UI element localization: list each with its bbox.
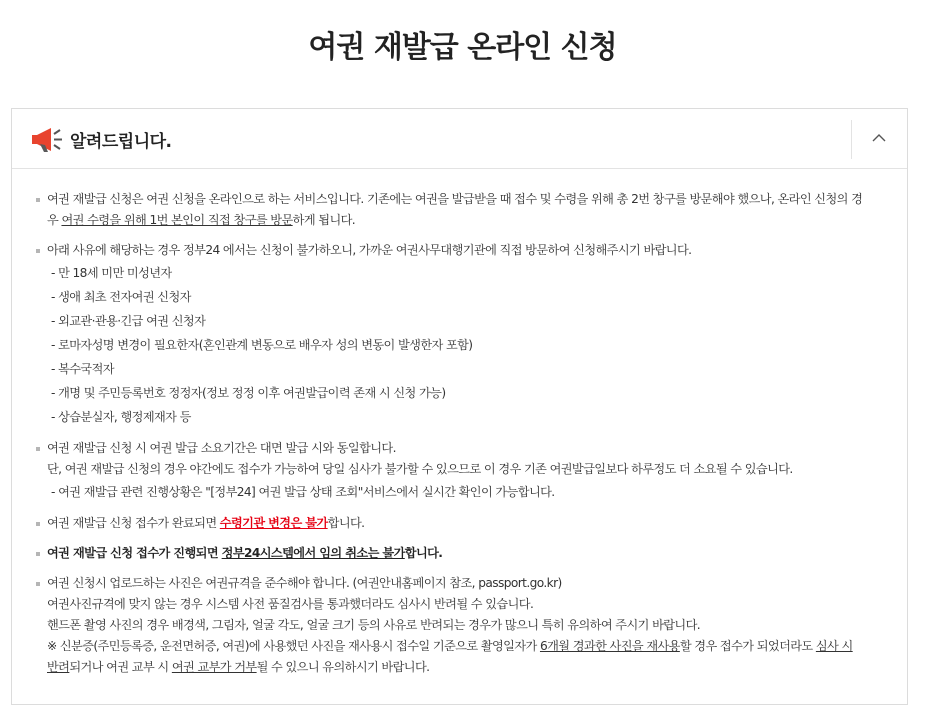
item-text: 하게 됩니다. xyxy=(292,213,356,227)
notice-item xyxy=(34,438,896,504)
sub-item: - 복수국적자 xyxy=(51,362,114,376)
notice-item xyxy=(34,240,896,429)
sub-item: - 외교관·관용·긴급 여권 신청자 xyxy=(51,314,206,328)
item-text: 여권 재발급 신청은 여권 신청을 온라인으로 하는 서비스입니다. 기존에는 여권을 발급받을 때 접수 및 수령을 위해 총 2번 창구를 방문해야 했으나, 온라인 신청의 경 xyxy=(47,192,863,206)
item-text: 되거나 여권 교부 시 xyxy=(69,660,172,674)
item-text: 여권 재발급 신청 시 여권 발급 소요기간은 대면 발급 시와 동일합니다. xyxy=(47,441,396,455)
notice-title: 알려드립니다. xyxy=(70,132,172,152)
sub-item: - 로마자성명 변경이 필요한자(혼인관계 변동으로 배우자 성의 변동이 발생한자 포함) xyxy=(51,338,473,352)
item-text: 우 xyxy=(47,213,62,227)
megaphone-icon xyxy=(31,125,63,153)
item-emphasis: 여권 수령을 위해 1번 본인이 직접 창구를 방문 xyxy=(61,213,293,227)
sub-item: - 여권 재발급 관련 진행상황은 "[정부24] 여권 발급 상태 조회"서비스에서 실시간 확인이 가능합니다. xyxy=(51,485,555,499)
sub-item: - 상습분실자, 행정제재자 등 xyxy=(51,410,191,424)
item-emphasis: 6개월 경과한 사진을 재사용 xyxy=(539,639,680,653)
item-emphasis: 반려 xyxy=(47,660,70,674)
item-text: 아래 사유에 해당하는 경우 정부24 에서는 신청이 불가하오니, 가까운 여권사무대행기관에 직접 방문하여 신청해주시기 바랍니다. xyxy=(47,243,692,257)
item-text: 여권 재발급 신청 접수가 진행되면 xyxy=(47,546,222,560)
item-text: 할 경우 접수가 되었더라도 xyxy=(679,639,816,653)
page-title: 여권 재발급 온라인 신청 xyxy=(308,30,617,65)
item-text: 합니다. xyxy=(404,546,443,560)
notice-panel xyxy=(11,108,908,705)
notice-item xyxy=(34,189,896,231)
notice-body xyxy=(34,189,896,687)
chevron-up-icon xyxy=(872,133,886,143)
sub-item: - 생애 최초 전자여권 신청자 xyxy=(51,290,191,304)
sub-item: - 만 18세 미만 미성년자 xyxy=(51,266,172,280)
notice-item xyxy=(34,543,896,564)
item-text: ※ 신분증(주민등록증, 운전면허증, 여권)에 사용했던 사진을 재사용시 접수일 기준으로 촬영일자가 xyxy=(47,639,540,653)
item-text: 여권 신청시 업로드하는 사진은 여권규격을 준수해야 합니다. (여권안내홈페이지 참조, passport.go.kr) xyxy=(47,576,562,590)
item-warning: 수령기관 변경은 불가 xyxy=(219,516,328,530)
item-text: 합니다. xyxy=(327,516,365,530)
item-emphasis: 여권 교부가 거부 xyxy=(171,660,257,674)
item-text: 여권 재발급 신청 접수가 완료되면 xyxy=(47,516,220,530)
collapse-toggle-button[interactable] xyxy=(851,120,907,159)
sub-item: - 개명 및 주민등록번호 정정자(정보 정정 이후 여권발급이력 존재 시 신청 가능) xyxy=(51,386,446,400)
item-text: 될 수 있으니 유의하시기 바랍니다. xyxy=(256,660,430,674)
item-text: 단, 여권 재발급 신청의 경우 야간에도 접수가 가능하여 당일 심사가 불가할 수 있으므로 이 경우 기존 여권발급일보다 하루정도 더 소요될 수 있습니다. xyxy=(47,462,793,476)
notice-item xyxy=(34,513,896,534)
notice-header xyxy=(12,109,907,169)
notice-item xyxy=(34,573,896,678)
item-text: 여권사진규격에 맞지 않는 경우 시스템 사전 품질검사를 통과했더라도 심사시 반려될 수 있습니다. xyxy=(47,597,534,611)
item-emphasis: 정부24시스템에서 임의 취소는 불가 xyxy=(221,546,405,560)
item-text: 핸드폰 촬영 사진의 경우 배경색, 그림자, 얼굴 각도, 얼굴 크기 등의 사유로 반려되는 경우가 많으니 특히 유의하여 주시기 바랍니다. xyxy=(47,618,701,632)
item-emphasis: 심사 시 xyxy=(815,639,853,653)
